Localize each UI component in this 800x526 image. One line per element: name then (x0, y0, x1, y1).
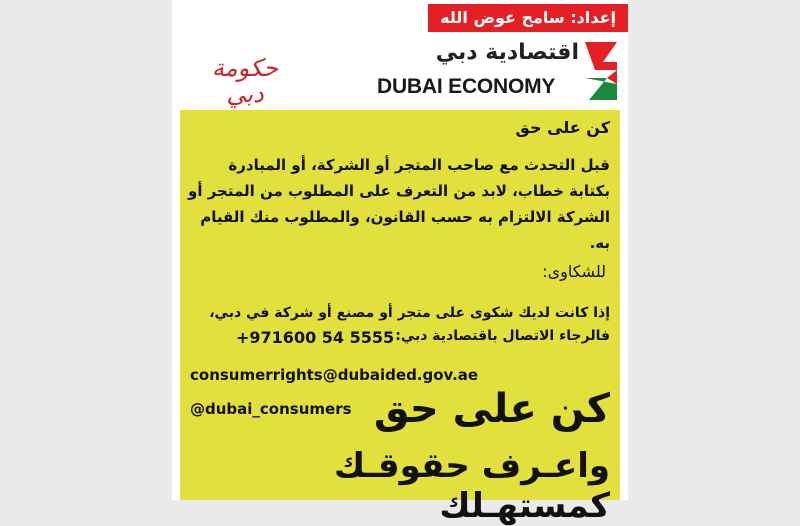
phone-number[interactable]: +971600 54 5555 (236, 328, 395, 347)
dubai-economy-logo-arabic: اقتصادية دبي (435, 40, 579, 65)
complaints-heading: للشكاوى: (542, 262, 606, 281)
dubai-economy-logo-english: DUBAI ECONOMY (377, 75, 556, 98)
content-panel (180, 110, 620, 526)
dubai-economy-logo (377, 38, 627, 104)
section-heading: كن على حق (515, 118, 610, 137)
email-address[interactable]: consumerrights@dubaided.gov.ae (190, 366, 479, 384)
twitter-handle[interactable]: @dubai_consumers (190, 400, 352, 418)
author-byline: إعداد: سامح عوض الله (428, 4, 628, 32)
intro-paragraph: قبل التحدث مع صاحب المتجر أو الشركة، أو المبادرة بكتابة خطاب، لابد من التعرف على المطلوب من المتجر أو الشركة الالتزام به حسب القانون، والمطلوب منك القيام به. (188, 156, 610, 252)
complaints-text: إذا كانت لديك شكوى على متجر أو مصنع أو شركة في دبي، فالرجاء الاتصال باقتصادية دبي: (209, 305, 610, 344)
slogan-line-2: واعـرف حقوقـك كمستهـلك (334, 446, 610, 526)
dubai-economy-emblem-icon (581, 40, 621, 102)
infographic-card (172, 0, 628, 526)
slogan-line-1: كن على حق (373, 386, 610, 432)
government-logo-arabic: حكومة دبي (211, 54, 279, 108)
